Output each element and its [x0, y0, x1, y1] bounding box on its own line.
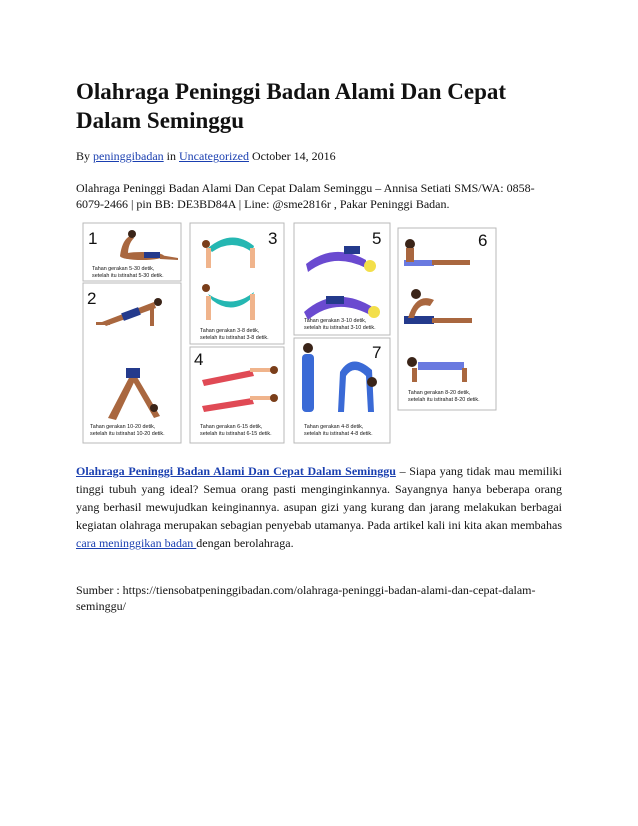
panel-7-caption-1: Tahan gerakan 4-8 detik,: [304, 424, 364, 430]
panel-4-caption-2: setelah itu istirahat 6-15 detik.: [200, 431, 272, 437]
panel-2-caption-2: setelah itu istirahat 10-20 detik.: [90, 431, 165, 437]
panel-6-caption-2: setelah itu istirahat 8-20 detik.: [408, 397, 480, 403]
panel-5-caption-1: Tahan gerakan 3-10 detik,: [304, 318, 367, 324]
by-label: By: [76, 149, 91, 163]
article-meta: [76, 149, 562, 164]
source-line: Sumber : https://tiensobatpeninggibadan.com/olahraga-peninggi-badan-alami-dan-cepat-dalam-seminggu/: [76, 583, 536, 613]
author-link[interactable]: peninggibadan: [93, 149, 164, 163]
panel-4-number: 4: [194, 350, 204, 369]
panel-3-caption-2: setelah itu istirahat 3-8 detik.: [200, 335, 269, 341]
category-link[interactable]: Uncategorized: [179, 149, 249, 163]
panel-6: [398, 228, 496, 410]
in-label: in: [166, 149, 177, 163]
post-date: October 14, 2016: [251, 149, 336, 163]
panel-2-number: 2: [87, 289, 97, 308]
cara-meninggikan-badan-link[interactable]: cara meninggikan badan: [76, 536, 197, 550]
article-title: Olahraga Peninggi Badan Alami Dan Cepat Dalam Seminggu: [76, 79, 507, 133]
panel-3-number: 3: [268, 229, 278, 248]
panel-7-caption-2: setelah itu istirahat 4-8 detik.: [304, 431, 373, 437]
panel-1-number: 1: [88, 229, 98, 248]
panel-5-caption-2: setelah itu istirahat 3-10 detik.: [304, 325, 376, 331]
panel-1: [83, 223, 181, 281]
panel-5-number: 5: [372, 229, 382, 248]
article-title-link[interactable]: Olahraga Peninggi Badan Alami Dan Cepat Dalam Seminggu: [76, 464, 396, 478]
exercise-figure: [82, 222, 498, 444]
panel-6-caption-1: Tahan gerakan 8-20 detik,: [408, 390, 471, 396]
panel-7: [294, 338, 390, 443]
panel-3: [190, 223, 284, 344]
panel-2-caption-1: Tahan gerakan 10-20 detik,: [90, 424, 156, 430]
intro-paragraph: Olahraga Peninggi Badan Alami Dan Cepat Dalam Seminggu – Annisa Setiati SMS/WA: 0858-6079-2466 | pin BB: DE3BD84A | Line: @sme2816r , Pakar Peninggi Badan.: [76, 181, 535, 211]
panel-1-caption-2: setelah itu istirahat 5-30 detik.: [92, 273, 164, 279]
panel-6-number: 6: [478, 231, 488, 250]
panel-5: [294, 223, 390, 335]
panel-4-caption-1: Tahan gerakan 6-15 detik,: [200, 424, 263, 430]
panel-2: [83, 283, 181, 443]
panel-1-caption-1: Tahan gerakan 5-30 detik,: [92, 266, 155, 272]
panel-4: [190, 347, 284, 443]
panel-3-caption-1: Tahan gerakan 3-8 detik,: [200, 328, 260, 334]
body-text-2: dengan berolahraga.: [196, 536, 294, 550]
panel-7-number: 7: [372, 343, 382, 362]
body-text-1: – Siapa yang tidak mau memiliki tinggi tubuh yang ideal? Semua orang pasti menginginkannya. Sayangnya hanya beberapa orang yang berhasil mewujudkan keinginannya. asupan gizi yang kurang dan jarang melakukan berbagai kegiatan olahraga merupakan sebagian penyebab utamanya. Pada artikel kali ini kita akan membahas: [76, 464, 562, 532]
body-paragraph: [76, 462, 562, 552]
